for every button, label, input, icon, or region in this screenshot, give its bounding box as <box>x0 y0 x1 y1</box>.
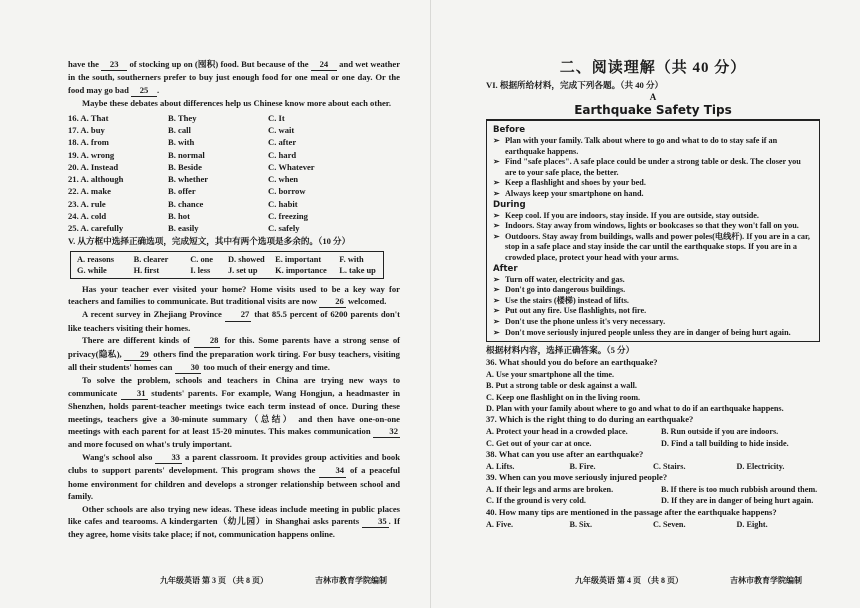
option: C. Keep one flashlight on in the living room. <box>486 392 641 402</box>
option-row <box>68 136 400 148</box>
arrow-icon: ➢ <box>493 316 500 326</box>
question-39: 39. When can you move seriously injured people? <box>486 472 668 483</box>
passage-paragraph <box>68 503 400 541</box>
passage-paragraph <box>68 334 400 374</box>
tip-text: Use the stairs (楼梯) instead of lifts. <box>505 295 629 305</box>
text: of a peaceful home environment for children and develops a stronger relationship between school and family. <box>68 465 400 502</box>
option: 16. A. That <box>68 112 109 123</box>
tip-text: Keep cool. If you are indoors, stay inside. If you are outside, stay outside. <box>505 210 759 220</box>
tip-text: Outdoors. Stay away from buildings, walls and power poles(电线杆). If you are in a car, stop in a safe place and stay inside the car until the earthquake stops. If you are in a crowded place, protect your head with your arms. <box>505 231 810 262</box>
passage-letter: A <box>649 92 657 102</box>
blank-35: 35 <box>362 515 389 528</box>
option: C. freezing <box>268 211 308 221</box>
tips-section-during: During <box>493 199 526 210</box>
text: a parent classroom. It provides group activities and book clubs to support parents' development. This program shows the <box>68 451 401 476</box>
option: D. If they are in danger of being hurt again. <box>661 496 814 506</box>
question-38: 38. What can you use after an earthquake? <box>486 448 644 459</box>
footer-organization: 吉林市教育学院编制 <box>730 576 802 585</box>
question-40: 40. How many tips are mentioned in the passage after the earthquake happens? <box>486 506 777 517</box>
option: C. Seven. <box>653 519 686 529</box>
word-option: E. important <box>275 254 322 264</box>
blank-30: 30 <box>175 361 202 374</box>
option: C. after <box>268 137 297 148</box>
option: 18. A. from <box>68 137 109 148</box>
option: C. If the ground is very cold. <box>486 496 586 506</box>
option: C. habit <box>268 198 298 209</box>
tip-text: Don't move seriously injured people unless they are in danger of being hurt again. <box>505 327 791 337</box>
word-option: C. one <box>190 254 214 264</box>
tip-text: Always keep your smartphone on hand. <box>505 188 644 198</box>
arrow-icon: ➢ <box>493 295 500 305</box>
text: . If they agree, home visits take place; if not, communication happens online. <box>68 515 400 540</box>
option: C. Stairs. <box>653 461 686 471</box>
tip-text: Plan with your family. Talk about where to go and what to do to stay safe if an earthquake happens. <box>505 136 778 156</box>
arrow-icon: ➢ <box>493 221 500 231</box>
option: B. easily <box>168 223 199 234</box>
blank-32: 32 <box>373 425 400 438</box>
footer-page-number: 九年级英语 第 3 页 （共 8 页） <box>160 576 268 585</box>
footer-page-number: 九年级英语 第 4 页 （共 8 页） <box>575 576 683 585</box>
tip-item <box>493 157 813 178</box>
option: 24. A. cold <box>68 211 107 221</box>
option: 23. A. rule <box>68 198 106 209</box>
answer-option-row <box>486 484 820 495</box>
option: C. It <box>268 112 285 123</box>
option-row <box>68 222 400 234</box>
option: B. hot <box>168 211 190 221</box>
word-option: D. showed <box>227 254 265 264</box>
word-option: H. first <box>133 265 160 275</box>
option: B. Beside <box>168 161 202 172</box>
passage-paragraph <box>68 283 400 309</box>
option: 25. A. carefully <box>68 223 124 234</box>
option-row <box>68 124 400 136</box>
text: To solve the problem, schools and teachers in China are trying new ways to communicate <box>68 375 400 398</box>
text: and wet weather in the south, southerners prefer to buy just enough food for one meal or one day. Or the food may go bad <box>68 59 401 95</box>
option-row <box>68 210 400 222</box>
text: have the <box>68 59 99 69</box>
blank-27: 27 <box>225 308 252 321</box>
arrow-icon: ➢ <box>493 136 500 145</box>
option: D. Find a tall building to hide inside. <box>661 438 789 448</box>
word-option: A. reasons <box>77 254 115 264</box>
footer-organization: 吉林市教育学院编制 <box>315 576 387 585</box>
option: D. Eight. <box>736 519 768 529</box>
blank-26: 26 <box>319 295 346 308</box>
answer-option <box>486 403 820 414</box>
option: B. Fire. <box>569 461 596 471</box>
section-title: VI. 根据所给材料，完成下列各题。（共 40 分） <box>486 80 664 90</box>
tips-section-before: Before <box>493 125 526 135</box>
option: C. wait <box>268 124 295 135</box>
answer-option-row <box>486 519 820 530</box>
option: B. If there is too much rubbish around them. <box>661 484 818 494</box>
option: B. chance <box>168 198 204 209</box>
tip-item <box>493 211 813 222</box>
tips-box <box>486 119 820 342</box>
blank-29: 29 <box>124 348 151 361</box>
answer-option <box>486 369 820 380</box>
tip-text: Don't use the phone unless it's very necessary. <box>505 316 666 326</box>
passage-paragraph <box>68 58 400 97</box>
arrow-icon: ➢ <box>493 178 500 188</box>
tip-item <box>493 296 813 307</box>
option: A. If their legs and arms are broken. <box>486 484 614 494</box>
option: B. Six. <box>569 519 593 529</box>
option: B. They <box>168 112 197 123</box>
text: There are different kinds of <box>82 335 191 346</box>
arrow-icon: ➢ <box>493 327 500 337</box>
option: B. normal <box>168 149 205 160</box>
option-row <box>68 112 400 124</box>
word-option: J. set up <box>227 265 258 275</box>
option-row <box>68 185 400 197</box>
option: B. Run outside if you are indoors. <box>661 427 779 437</box>
option: A. Five. <box>486 519 514 529</box>
option: C. hard <box>268 149 297 160</box>
arrow-icon: ➢ <box>493 274 500 284</box>
option: B. offer <box>168 186 196 197</box>
tip-item <box>493 221 813 232</box>
part-heading: 二、阅读理解（共 40 分） <box>559 60 747 76</box>
text: and more focused on what's truly important. <box>68 439 232 450</box>
answer-option-row <box>486 495 820 506</box>
option: B. whether <box>168 174 209 185</box>
tip-item <box>493 275 813 286</box>
option: 19. A. wrong <box>68 149 115 160</box>
blank-33: 33 <box>155 451 182 464</box>
word-option: F. with <box>339 254 364 264</box>
tip-item <box>493 189 813 200</box>
text: Wang's school also <box>82 451 153 462</box>
text: Has your teacher ever visited your home? Home visits used to be a key way for teachers and families to communicate. But traditional visits are now <box>68 283 400 306</box>
options-list <box>68 112 400 235</box>
answer-option-row <box>486 461 820 472</box>
option: C. borrow <box>268 186 306 197</box>
option: A. Lifts. <box>486 461 515 471</box>
option: A. Protect your head in a crowded place. <box>486 427 628 437</box>
arrow-icon: ➢ <box>493 231 500 241</box>
word-row <box>77 254 377 265</box>
answer-option-row <box>486 438 820 449</box>
answer-option <box>486 392 820 403</box>
tip-text: Put out any fire. Use flashlights, not fire. <box>505 306 647 316</box>
option: C. safely <box>268 223 300 234</box>
word-box <box>70 251 384 279</box>
question-36: 36. What should you do before an earthquake? <box>486 356 658 367</box>
tip-text: Find "safe places". A safe place could be under a strong table or desk. The closer you are to your safe place, the better. <box>505 157 801 177</box>
section-title: V. 从方框中选择正确选项，完成短文，其中有两个选项是多余的。（10 分） <box>68 235 351 246</box>
blank-31: 31 <box>121 387 148 400</box>
option: 17. A. buy <box>68 124 105 135</box>
tip-text: Turn off water, electricity and gas. <box>505 274 625 284</box>
option: B. Put a strong table or desk against a wall. <box>486 381 637 391</box>
arrow-icon: ➢ <box>493 306 500 316</box>
tips-title: Earthquake Safety Tips <box>574 103 732 117</box>
question-37: 37. Which is the right thing to do during an earthquake? <box>486 414 694 425</box>
word-option: B. clearer <box>133 254 169 264</box>
option: C. when <box>268 174 299 185</box>
option: 20. A. Instead <box>68 161 119 172</box>
passage-paragraph <box>68 374 400 450</box>
tip-item <box>493 136 813 157</box>
option-row <box>68 149 400 161</box>
instruction: 根据材料内容，选择正确答案。（5 分） <box>486 345 635 356</box>
tip-item <box>493 178 813 189</box>
blank-25: 25 <box>131 84 157 97</box>
passage-paragraph <box>68 308 400 334</box>
text: of stocking up on (囤积) food. But because of the <box>129 59 309 69</box>
text: for this. Some parents have a strong sense of privacy(隐私), <box>68 335 401 359</box>
blank-23: 23 <box>101 58 127 71</box>
arrow-icon: ➢ <box>493 188 500 198</box>
text: too much of their energy and time. <box>203 362 330 373</box>
tip-text: Keep a flashlight and shoes by your bed. <box>505 178 646 188</box>
option: D. Electricity. <box>736 461 785 471</box>
text: A recent survey in Zhejiang Province <box>82 309 222 320</box>
blank-28: 28 <box>194 334 221 347</box>
option: D. Plan with your family about where to go and what to do if an earthquake happens. <box>486 403 784 413</box>
tip-text: Don't go into dangerous buildings. <box>505 285 626 295</box>
option: C. Get out of your car at once. <box>486 438 592 448</box>
option-row <box>68 161 400 173</box>
passage-paragraph: Maybe these debates about differences help us Chinese know more about each other. <box>82 98 391 109</box>
text: others find the preparation work tiring. For busy teachers, visiting all their students' homes can <box>68 348 400 373</box>
tip-item <box>493 232 813 264</box>
option: 22. A. make <box>68 186 111 197</box>
text: students' parents. For example, Wang Hongjun, a headmaster in Shenzhen, holds parent-teacher meetings twice each term instead of once. During these meetings, teachers give a 30-minute summary（总结） and then have one-on-one meetings with each parent for at least 15-20 minutes. This makes communication <box>68 387 400 437</box>
word-option: G. while <box>77 265 107 275</box>
text: that 85.5 percent of 6200 parents don't like teachers visiting their homes. <box>68 309 401 333</box>
tip-item <box>493 306 813 317</box>
text: . <box>157 84 160 95</box>
option-row <box>68 173 400 185</box>
word-option: L. take up <box>339 265 376 275</box>
word-row <box>77 265 377 276</box>
word-option: K. importance <box>275 265 327 275</box>
blank-24: 24 <box>311 58 337 71</box>
option: B. with <box>168 137 195 148</box>
option: C. Whatever <box>268 161 315 172</box>
option: A. Use your smartphone all the time. <box>486 369 615 379</box>
text: Other schools are also trying new ideas. These ideas include meeting in public places like cafes and tearooms. A kindergarten（幼儿园）in Shanghai asks parents <box>68 503 400 526</box>
arrow-icon: ➢ <box>493 210 500 220</box>
tip-item <box>493 317 813 328</box>
option: B. call <box>168 124 191 135</box>
tip-text: Indoors. Stay away from windows, lights or bookcases so that they won't fall on you. <box>505 221 799 231</box>
option-row <box>68 198 400 210</box>
arrow-icon: ➢ <box>493 157 500 167</box>
arrow-icon: ➢ <box>493 285 500 295</box>
option: 21. A. although <box>68 174 124 185</box>
answer-option-row <box>486 426 820 437</box>
blank-34: 34 <box>319 464 346 477</box>
page-4 <box>430 0 860 608</box>
passage-paragraph <box>68 451 400 503</box>
text: welcomed. <box>347 296 387 306</box>
tips-section-after: After <box>493 263 518 274</box>
tip-item <box>493 285 813 296</box>
word-option: I. less <box>190 265 211 275</box>
answer-option <box>486 380 820 391</box>
tip-item <box>493 328 813 339</box>
